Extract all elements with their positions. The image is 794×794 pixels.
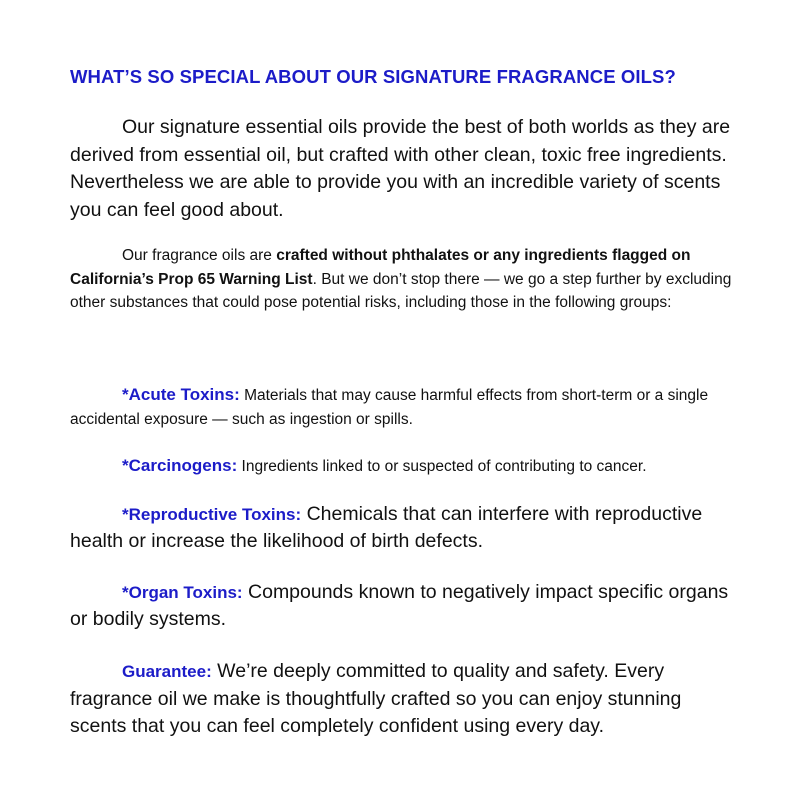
carcinogens-item — [70, 454, 735, 479]
detail-paragraph — [70, 244, 735, 315]
detail-text-after: . But we don’t stop there — we go a step further by excluding other substances that could pose potential risks, including those in the following groups: — [70, 270, 732, 311]
acute-toxins-text: Materials that may cause harmful effects from short-term or a single accidental exposure — such as ingestion or spills. — [70, 387, 709, 428]
organ-toxins-item — [70, 579, 735, 633]
reproductive-toxins-text: Chemicals that can interfere with reproductive health or increase the likelihood of birth defects. — [70, 503, 703, 552]
page-heading: WHAT’S SO SPECIAL ABOUT OUR SIGNATURE FRAGRANCE OILS? — [70, 66, 676, 87]
guarantee-label: Guarantee: — [122, 662, 212, 681]
intro-paragraph: Our signature essential oils provide the best of both worlds as they are derived from essential oil, but crafted with other clean, toxic free ingredients. Nevertheless we are able to provide you with an incredible variety of scents you can feel good about. — [70, 116, 731, 221]
guarantee-item — [70, 658, 740, 741]
organ-toxins-label: *Organ Toxins: — [122, 583, 243, 602]
carcinogens-text: Ingredients linked to or suspected of contributing to cancer. — [237, 458, 647, 475]
carcinogens-label: *Carcinogens: — [122, 456, 238, 475]
detail-bold-text: crafted without phthalates or any ingredients flagged on California’s Prop 65 Warning List — [70, 247, 691, 288]
acute-toxins-label: *Acute Toxins: — [122, 385, 240, 404]
reproductive-toxins-label: *Reproductive Toxins: — [122, 505, 302, 524]
acute-toxins-item — [70, 383, 735, 431]
organ-toxins-text: Compounds known to negatively impact specific organs or bodily systems. — [70, 581, 729, 630]
reproductive-toxins-item — [70, 501, 735, 555]
guarantee-text: We’re deeply committed to quality and safety. Every fragrance oil we make is thoughtfully crafted so you can enjoy stunning scents that you can feel completely confident using every day. — [70, 660, 682, 737]
detail-text-before: Our fragrance oils are — [122, 247, 277, 264]
